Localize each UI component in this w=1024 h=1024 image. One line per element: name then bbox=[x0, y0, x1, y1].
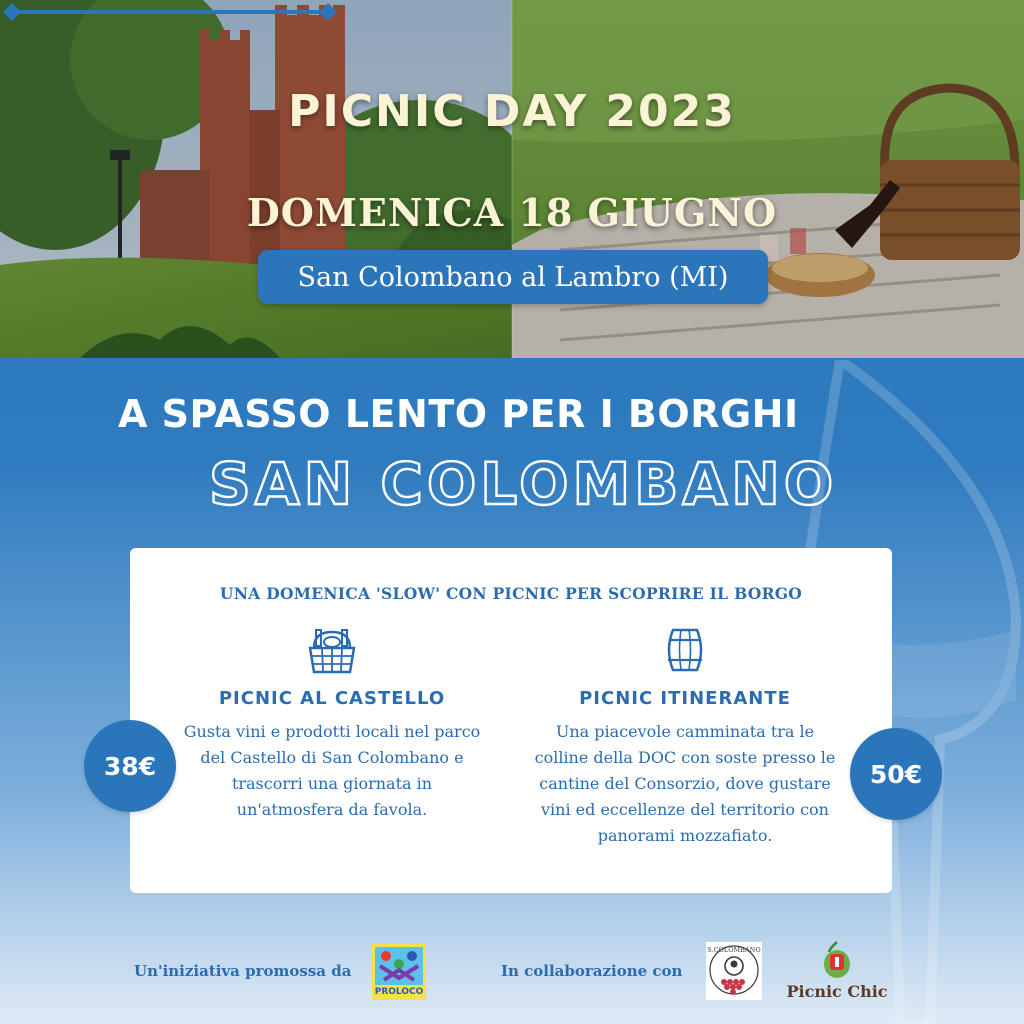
svg-text:PROLOCO: PROLOCO bbox=[374, 987, 424, 997]
hero-photo-banner bbox=[0, 0, 1024, 358]
svg-text:S.COLOMBANO: S.COLOMBANO bbox=[707, 946, 761, 954]
event-title: PICNIC DAY 2023 bbox=[288, 86, 736, 137]
option-title: PICNIC AL CASTELLO bbox=[218, 688, 446, 709]
event-location-badge: San Colombano al Lambro (MI) bbox=[258, 250, 768, 304]
picnic-basket-icon bbox=[304, 626, 360, 674]
headline-tagline: A SPASSO LENTO PER I BORGHI bbox=[118, 392, 799, 436]
picnic-chic-logo bbox=[782, 938, 892, 1004]
wine-barrel-icon bbox=[657, 626, 713, 674]
promoted-by-label: Un'iniziativa promossa da bbox=[134, 962, 352, 980]
option-itinerant-picnic bbox=[505, 626, 865, 849]
option-title: PICNIC ITINERANTE bbox=[579, 688, 791, 709]
option-description: Gusta vini e prodotti locali nel parco del Castello di San Colombano e trascorri una giornata in un'atmosfera da favola. bbox=[183, 722, 481, 819]
proloco-logo bbox=[372, 944, 426, 1000]
picnic-chic-name: Picnic Chic bbox=[786, 982, 888, 1001]
price-badge-castle: 38€ bbox=[84, 720, 176, 812]
san-colombano-consortium-logo bbox=[706, 942, 762, 1000]
card-subtitle: UNA DOMENICA 'SLOW' CON PICNIC PER SCOPRIRE IL BORGO bbox=[219, 584, 803, 603]
headline-town-name bbox=[205, 448, 925, 518]
option-description: Una piacevole camminata tra le colline della DOC con soste presso le cantine del Consorzio, dove gustare vini ed eccellenze del territorio con panorami mozzafiato. bbox=[534, 722, 836, 845]
collaboration-label: In collaborazione con bbox=[501, 962, 683, 980]
event-date: DOMENICA 18 GIUGNO bbox=[246, 190, 778, 235]
info-card bbox=[130, 548, 892, 893]
price-badge-itinerant: 50€ bbox=[850, 728, 942, 820]
svg-text:SAN COLOMBANO: SAN COLOMBANO bbox=[209, 450, 838, 518]
hero-photo-collage bbox=[0, 0, 1024, 358]
diamond-divider bbox=[0, 0, 340, 24]
picnic-chic-emblem bbox=[782, 938, 892, 982]
option-castle-picnic bbox=[152, 626, 512, 823]
